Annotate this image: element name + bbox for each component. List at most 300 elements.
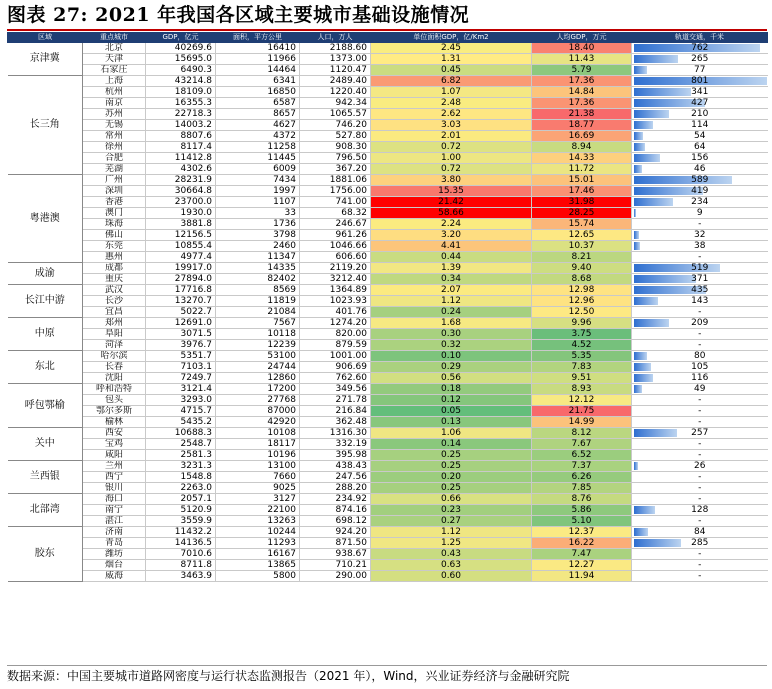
area-value: 22100 <box>216 505 300 516</box>
gdp-value: 7010.6 <box>146 549 216 560</box>
gdp-per-area-value: 0.23 <box>371 505 532 516</box>
table-row <box>8 164 768 175</box>
gdp-per-capita-value: 17.46 <box>532 186 632 197</box>
city-name: 长春 <box>83 362 146 373</box>
gdp-per-capita-value: 17.36 <box>532 76 632 87</box>
gdp-value: 8807.6 <box>146 131 216 142</box>
gdp-per-area-value: 0.25 <box>371 483 532 494</box>
rail-transit-cell <box>632 538 768 549</box>
gdp-per-capita-value: 9.96 <box>532 318 632 329</box>
population-value: 362.48 <box>300 417 371 428</box>
population-value: 746.20 <box>300 120 371 131</box>
population-value: 1023.93 <box>300 296 371 307</box>
area-value: 6341 <box>216 76 300 87</box>
city-name: 榆林 <box>83 417 146 428</box>
rail-transit-value: - <box>698 571 702 581</box>
area-value: 8569 <box>216 285 300 296</box>
city-name: 呼和浩特 <box>83 384 146 395</box>
city-name: 湛江 <box>83 516 146 527</box>
population-value: 349.56 <box>300 384 371 395</box>
table-row <box>8 362 768 373</box>
gdp-value: 3976.7 <box>146 340 216 351</box>
gdp-value: 4302.6 <box>146 164 216 175</box>
rail-transit-cell <box>632 395 768 406</box>
rail-transit-cell <box>632 142 768 153</box>
rail-transit-value: 801 <box>691 76 709 86</box>
city-name: 宝鸡 <box>83 439 146 450</box>
gdp-per-area-value: 3.03 <box>371 120 532 131</box>
population-value: 606.60 <box>300 252 371 263</box>
gdp-per-capita-value: 15.01 <box>532 175 632 186</box>
table-row <box>8 428 768 439</box>
gdp-per-capita-value: 5.35 <box>532 351 632 362</box>
table-row <box>8 307 768 318</box>
population-value: 871.50 <box>300 538 371 549</box>
city-name: 西安 <box>83 428 146 439</box>
population-value: 1001.00 <box>300 351 371 362</box>
gdp-value: 40269.6 <box>146 43 216 54</box>
gdp-per-capita-value: 11.72 <box>532 164 632 175</box>
rail-transit-value: - <box>698 516 702 526</box>
city-name: 哈尔滨 <box>83 351 146 362</box>
gdp-value: 23700.0 <box>146 197 216 208</box>
gdp-per-area-value: 1.31 <box>371 54 532 65</box>
table-row <box>8 54 768 65</box>
rail-transit-cell <box>632 571 768 582</box>
rail-transit-cell <box>632 307 768 318</box>
area-value: 14335 <box>216 263 300 274</box>
gdp-value: 14136.5 <box>146 538 216 549</box>
city-name: 南京 <box>83 98 146 109</box>
gdp-value: 19917.0 <box>146 263 216 274</box>
population-value: 961.26 <box>300 230 371 241</box>
area-value: 9025 <box>216 483 300 494</box>
gdp-per-capita-value: 17.36 <box>532 98 632 109</box>
area-value: 33 <box>216 208 300 219</box>
gdp-value: 28231.9 <box>146 175 216 186</box>
rail-transit-cell <box>632 43 768 54</box>
rail-transit-cell <box>632 153 768 164</box>
area-value: 2460 <box>216 241 300 252</box>
city-name: 杭州 <box>83 87 146 98</box>
gdp-per-capita-value: 16.22 <box>532 538 632 549</box>
table-row <box>8 87 768 98</box>
rail-transit-cell <box>632 197 768 208</box>
gdp-per-capita-value: 8.94 <box>532 142 632 153</box>
city-name: 珠海 <box>83 219 146 230</box>
rail-transit-cell <box>632 65 768 76</box>
gdp-per-capita-value: 6.26 <box>532 472 632 483</box>
gdp-value: 4977.4 <box>146 252 216 263</box>
region-label: 京津冀 <box>8 43 83 76</box>
gdp-value: 5435.2 <box>146 417 216 428</box>
gdp-per-capita-value: 18.40 <box>532 43 632 54</box>
area-value: 4372 <box>216 131 300 142</box>
area-value: 10244 <box>216 527 300 538</box>
area-value: 13865 <box>216 560 300 571</box>
population-value: 1316.30 <box>300 428 371 439</box>
area-value: 11819 <box>216 296 300 307</box>
gdp-per-capita-value: 21.75 <box>532 406 632 417</box>
table-row <box>8 483 768 494</box>
region-label: 东北 <box>8 351 83 384</box>
rail-transit-cell <box>632 505 768 516</box>
gdp-per-capita-value: 12.37 <box>532 527 632 538</box>
gdp-per-area-value: 3.80 <box>371 175 532 186</box>
table-row <box>8 285 768 296</box>
gdp-value: 2057.1 <box>146 494 216 505</box>
rail-transit-value: - <box>698 560 702 570</box>
rail-transit-cell <box>632 76 768 87</box>
area-value: 10118 <box>216 329 300 340</box>
gdp-value: 2548.7 <box>146 439 216 450</box>
source-note: 数据来源：中国主要城市道路网密度与运行状态监测报告（2021 年），Wind，兴业证券经济与金融研究院 <box>7 665 767 688</box>
population-value: 1373.00 <box>300 54 371 65</box>
gdp-per-capita-value: 8.21 <box>532 252 632 263</box>
population-value: 438.43 <box>300 461 371 472</box>
rail-transit-value: - <box>698 307 702 317</box>
table-body <box>8 43 768 582</box>
city-name: 天津 <box>83 54 146 65</box>
rail-transit-value: - <box>698 406 702 416</box>
gdp-per-area-value: 0.43 <box>371 549 532 560</box>
gdp-per-area-value: 0.25 <box>371 450 532 461</box>
table-row <box>8 208 768 219</box>
city-name: 宜昌 <box>83 307 146 318</box>
table-row <box>8 384 768 395</box>
gdp-per-area-value: 1.39 <box>371 263 532 274</box>
gdp-value: 12691.0 <box>146 318 216 329</box>
gdp-per-area-value: 1.25 <box>371 538 532 549</box>
population-value: 698.12 <box>300 516 371 527</box>
population-value: 271.78 <box>300 395 371 406</box>
gdp-value: 13270.7 <box>146 296 216 307</box>
area-value: 27768 <box>216 395 300 406</box>
city-name: 青岛 <box>83 538 146 549</box>
city-name: 石家庄 <box>83 65 146 76</box>
gdp-per-area-value: 2.01 <box>371 131 532 142</box>
gdp-per-area-value: 2.45 <box>371 43 532 54</box>
gdp-value: 3071.5 <box>146 329 216 340</box>
gdp-value: 27894.0 <box>146 274 216 285</box>
table-row <box>8 230 768 241</box>
population-value: 741.00 <box>300 197 371 208</box>
table-row <box>8 318 768 329</box>
table-row <box>8 373 768 384</box>
population-value: 1364.89 <box>300 285 371 296</box>
rail-transit-value: 257 <box>691 428 709 438</box>
gdp-per-capita-value: 12.98 <box>532 285 632 296</box>
city-name: 银川 <box>83 483 146 494</box>
area-value: 16850 <box>216 87 300 98</box>
table-row <box>8 109 768 120</box>
region-label: 呼包鄂榆 <box>8 384 83 428</box>
table-row <box>8 351 768 362</box>
rail-transit-value: 762 <box>691 43 709 53</box>
population-value: 796.50 <box>300 153 371 164</box>
region-label: 胶东 <box>8 527 83 582</box>
rail-transit-value: - <box>698 483 702 493</box>
city-name: 威海 <box>83 571 146 582</box>
population-value: 1274.20 <box>300 318 371 329</box>
figure-title: 图表 27: 2021 年我国各区域主要城市基础设施情况 <box>7 4 470 26</box>
rail-transit-value: - <box>698 219 702 229</box>
rail-transit-cell <box>632 87 768 98</box>
rail-transit-cell <box>632 175 768 186</box>
rail-transit-value: 38 <box>694 241 706 251</box>
area-value: 4627 <box>216 120 300 131</box>
population-value: 874.16 <box>300 505 371 516</box>
rail-transit-value: 341 <box>691 87 709 97</box>
gdp-per-capita-value: 10.37 <box>532 241 632 252</box>
city-name: 咸阳 <box>83 450 146 461</box>
col-header-gdp: GDP，亿元 <box>146 33 216 43</box>
gdp-per-area-value: 0.32 <box>371 340 532 351</box>
rail-transit-value: - <box>698 340 702 350</box>
gdp-per-area-value: 6.82 <box>371 76 532 87</box>
table-row <box>8 153 768 164</box>
population-value: 527.80 <box>300 131 371 142</box>
gdp-per-area-value: 0.12 <box>371 395 532 406</box>
population-value: 1046.66 <box>300 241 371 252</box>
gdp-per-capita-value: 9.40 <box>532 263 632 274</box>
city-name: 包头 <box>83 395 146 406</box>
city-name: 东莞 <box>83 241 146 252</box>
gdp-per-area-value: 4.41 <box>371 241 532 252</box>
city-name: 海口 <box>83 494 146 505</box>
rail-transit-cell <box>632 296 768 307</box>
gdp-value: 2263.0 <box>146 483 216 494</box>
rail-transit-cell <box>632 373 768 384</box>
area-value: 10196 <box>216 450 300 461</box>
area-value: 7567 <box>216 318 300 329</box>
gdp-value: 3293.0 <box>146 395 216 406</box>
area-value: 14464 <box>216 65 300 76</box>
area-value: 8657 <box>216 109 300 120</box>
gdp-per-capita-value: 7.83 <box>532 362 632 373</box>
gdp-per-capita-value: 12.12 <box>532 395 632 406</box>
gdp-per-area-value: 0.27 <box>371 516 532 527</box>
gdp-value: 30664.8 <box>146 186 216 197</box>
population-value: 924.20 <box>300 527 371 538</box>
population-value: 2119.20 <box>300 263 371 274</box>
gdp-per-area-value: 15.35 <box>371 186 532 197</box>
gdp-per-area-value: 0.60 <box>371 571 532 582</box>
area-value: 17200 <box>216 384 300 395</box>
gdp-value: 10855.4 <box>146 241 216 252</box>
table-row <box>8 241 768 252</box>
population-value: 246.67 <box>300 219 371 230</box>
gdp-value: 1548.8 <box>146 472 216 483</box>
area-value: 16410 <box>216 43 300 54</box>
area-value: 1107 <box>216 197 300 208</box>
rail-transit-cell <box>632 252 768 263</box>
table-row <box>8 263 768 274</box>
gdp-per-capita-value: 12.27 <box>532 560 632 571</box>
population-value: 1065.57 <box>300 109 371 120</box>
area-value: 11347 <box>216 252 300 263</box>
rail-transit-cell <box>632 274 768 285</box>
gdp-per-area-value: 0.30 <box>371 329 532 340</box>
area-value: 3798 <box>216 230 300 241</box>
gdp-per-capita-value: 18.77 <box>532 120 632 131</box>
area-value: 7434 <box>216 175 300 186</box>
gdp-per-capita-value: 12.65 <box>532 230 632 241</box>
rail-transit-value: 156 <box>691 153 709 163</box>
city-name: 成都 <box>83 263 146 274</box>
rail-transit-cell <box>632 230 768 241</box>
rail-transit-cell <box>632 494 768 505</box>
rail-transit-value: 143 <box>691 296 709 306</box>
area-value: 13100 <box>216 461 300 472</box>
title-rule <box>7 29 767 31</box>
gdp-per-capita-value: 8.76 <box>532 494 632 505</box>
col-header-gdp-per-capita: 人均GDP，万元 <box>532 33 632 43</box>
gdp-value: 5120.9 <box>146 505 216 516</box>
table-row <box>8 527 768 538</box>
gdp-per-area-value: 0.34 <box>371 274 532 285</box>
rail-transit-value: 419 <box>691 186 709 196</box>
gdp-per-area-value: 0.44 <box>371 252 532 263</box>
rail-transit-cell <box>632 186 768 197</box>
table-row <box>8 395 768 406</box>
rail-transit-value: 46 <box>694 164 706 174</box>
city-name: 佛山 <box>83 230 146 241</box>
rail-transit-cell <box>632 54 768 65</box>
table-row <box>8 439 768 450</box>
gdp-per-capita-value: 3.75 <box>532 329 632 340</box>
rail-transit-cell <box>632 450 768 461</box>
gdp-per-area-value: 0.25 <box>371 461 532 472</box>
gdp-per-area-value: 1.12 <box>371 527 532 538</box>
gdp-value: 14003.2 <box>146 120 216 131</box>
area-value: 11258 <box>216 142 300 153</box>
population-value: 3212.40 <box>300 274 371 285</box>
area-value: 3127 <box>216 494 300 505</box>
rail-transit-value: 265 <box>691 54 709 64</box>
area-value: 82402 <box>216 274 300 285</box>
gdp-per-capita-value: 11.94 <box>532 571 632 582</box>
city-name: 苏州 <box>83 109 146 120</box>
gdp-per-area-value: 58.66 <box>371 208 532 219</box>
gdp-value: 3463.9 <box>146 571 216 582</box>
table-row <box>8 65 768 76</box>
area-value: 12239 <box>216 340 300 351</box>
population-value: 288.20 <box>300 483 371 494</box>
city-name: 上海 <box>83 76 146 87</box>
city-name: 菏泽 <box>83 340 146 351</box>
region-label: 粤港澳 <box>8 175 83 263</box>
rail-transit-value: 80 <box>694 351 706 361</box>
rail-transit-cell <box>632 406 768 417</box>
table-row <box>8 142 768 153</box>
table-row <box>8 516 768 527</box>
gdp-value: 7249.7 <box>146 373 216 384</box>
table-row <box>8 406 768 417</box>
gdp-per-capita-value: 14.99 <box>532 417 632 428</box>
area-value: 87000 <box>216 406 300 417</box>
rail-transit-value: 64 <box>694 142 706 152</box>
gdp-per-area-value: 0.63 <box>371 560 532 571</box>
area-value: 42920 <box>216 417 300 428</box>
gdp-value: 6490.3 <box>146 65 216 76</box>
table-row <box>8 417 768 428</box>
gdp-per-area-value: 0.24 <box>371 307 532 318</box>
gdp-value: 5351.7 <box>146 351 216 362</box>
gdp-value: 11432.2 <box>146 527 216 538</box>
city-name: 南宁 <box>83 505 146 516</box>
rail-transit-value: 105 <box>691 362 709 372</box>
city-name: 阜阳 <box>83 329 146 340</box>
city-name: 兰州 <box>83 461 146 472</box>
gdp-per-capita-value: 12.96 <box>532 296 632 307</box>
population-value: 1881.06 <box>300 175 371 186</box>
region-label: 北部湾 <box>8 494 83 527</box>
table-row <box>8 461 768 472</box>
gdp-value: 8711.8 <box>146 560 216 571</box>
rail-transit-cell <box>632 362 768 373</box>
population-value: 401.76 <box>300 307 371 318</box>
rail-transit-value: 116 <box>691 373 709 383</box>
area-value: 1736 <box>216 219 300 230</box>
gdp-per-capita-value: 5.79 <box>532 65 632 76</box>
gdp-per-capita-value: 14.84 <box>532 87 632 98</box>
col-header-population: 人口，万人 <box>300 33 371 43</box>
population-value: 906.69 <box>300 362 371 373</box>
rail-transit-cell <box>632 461 768 472</box>
gdp-per-area-value: 21.42 <box>371 197 532 208</box>
rail-transit-cell <box>632 208 768 219</box>
area-value: 11966 <box>216 54 300 65</box>
area-value: 1997 <box>216 186 300 197</box>
table-row <box>8 340 768 351</box>
table-row <box>8 450 768 461</box>
rail-transit-cell <box>632 241 768 252</box>
rail-transit-value: 84 <box>694 527 706 537</box>
rail-transit-cell <box>632 417 768 428</box>
population-value: 247.56 <box>300 472 371 483</box>
area-value: 10108 <box>216 428 300 439</box>
area-value: 5800 <box>216 571 300 582</box>
gdp-value: 43214.8 <box>146 76 216 87</box>
city-name: 澳门 <box>83 208 146 219</box>
table-row <box>8 219 768 230</box>
rail-transit-cell <box>632 120 768 131</box>
population-value: 290.00 <box>300 571 371 582</box>
gdp-value: 18109.0 <box>146 87 216 98</box>
gdp-per-area-value: 1.06 <box>371 428 532 439</box>
population-value: 216.84 <box>300 406 371 417</box>
gdp-per-area-value: 0.72 <box>371 164 532 175</box>
table-row <box>8 494 768 505</box>
gdp-per-area-value: 0.14 <box>371 439 532 450</box>
rail-transit-cell <box>632 439 768 450</box>
rail-transit-cell <box>632 483 768 494</box>
gdp-value: 5022.7 <box>146 307 216 318</box>
rail-transit-value: 128 <box>691 505 709 515</box>
region-label: 兰西银 <box>8 461 83 494</box>
gdp-per-capita-value: 28.25 <box>532 208 632 219</box>
city-name: 沈阳 <box>83 373 146 384</box>
rail-transit-value: 519 <box>691 263 709 273</box>
table-row <box>8 274 768 285</box>
area-value: 53100 <box>216 351 300 362</box>
city-name: 芜湖 <box>83 164 146 175</box>
gdp-value: 3121.4 <box>146 384 216 395</box>
rail-transit-cell <box>632 164 768 175</box>
rail-transit-value: - <box>698 439 702 449</box>
gdp-value: 11412.8 <box>146 153 216 164</box>
